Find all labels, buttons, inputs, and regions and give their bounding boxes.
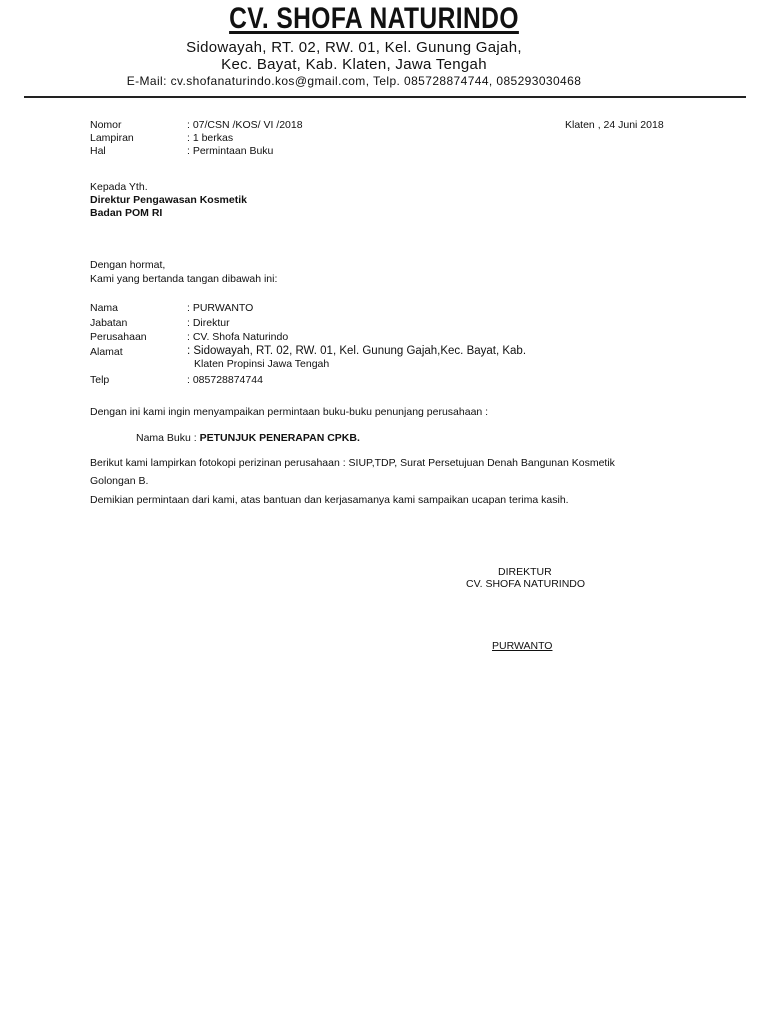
- alamat-value-line2: Klaten Propinsi Jawa Tengah: [194, 358, 330, 370]
- attachment-line2: Golongan B.: [90, 475, 149, 487]
- signature-name: PURWANTO: [492, 640, 553, 652]
- book-line: [136, 432, 360, 444]
- recipient-line1: Kepada Yth.: [90, 181, 148, 193]
- signature-company: CV. SHOFA NATURINDO: [466, 578, 586, 590]
- hal-value: : Permintaan Buku: [187, 145, 274, 157]
- alamat-label: Alamat: [90, 346, 123, 358]
- book-title: PETUNJUK PENERAPAN CPKB.: [199, 432, 360, 444]
- book-prefix: Nama Buku :: [136, 432, 200, 444]
- alamat-value-line1: : Sidowayah, RT. 02, RW. 01, Kel. Gunung Gajah,Kec. Bayat, Kab.: [187, 345, 527, 357]
- signature-title: DIREKTUR: [498, 566, 552, 578]
- jabatan-label: Jabatan: [90, 317, 128, 329]
- perusahaan-label: Perusahaan: [90, 331, 147, 343]
- telp-value: : 085728874744: [187, 374, 263, 386]
- request-text: Dengan ini kami ingin menyampaikan permintaan buku-buku penunjang perusahaan :: [90, 406, 489, 418]
- lampiran-label: Lampiran: [90, 132, 134, 144]
- jabatan-value: : Direktur: [187, 317, 230, 329]
- company-address-line1: Sidowayah, RT. 02, RW. 01, Kel. Gunung Gajah,: [186, 39, 522, 56]
- nama-value: : PURWANTO: [187, 302, 254, 314]
- greeting: Dengan hormat,: [90, 259, 166, 271]
- letterhead-divider: [24, 96, 746, 98]
- hal-label: Hal: [90, 145, 106, 157]
- closing-text: Demikian permintaan dari kami, atas bantuan dan kerjasamanya kami sampaikan ucapan terima kasih.: [90, 494, 569, 506]
- intro: Kami yang bertanda tangan dibawah ini:: [90, 273, 278, 285]
- lampiran-value: : 1 berkas: [187, 132, 234, 144]
- company-address-line2: Kec. Bayat, Kab. Klaten, Jawa Tengah: [221, 56, 487, 73]
- telp-label: Telp: [90, 374, 110, 386]
- recipient-line3: Badan POM RI: [90, 207, 163, 219]
- nomor-label: Nomor: [90, 119, 122, 131]
- company-name: CV. SHOFA NATURINDO: [229, 2, 519, 35]
- company-contact: E-Mail: cv.shofanaturindo.kos@gmail.com, Telp. 085728874744, 085293030468: [126, 74, 582, 88]
- place-date: Klaten , 24 Juni 2018: [565, 119, 664, 131]
- recipient-line2: Direktur Pengawasan Kosmetik: [90, 194, 247, 206]
- nomor-value: : 07/CSN /KOS/ VI /2018: [187, 119, 303, 131]
- attachment-line1: Berikut kami lampirkan fotokopi perizinan perusahaan : SIUP,TDP, Surat Persetujuan Denah Bangunan Kosmetik: [90, 457, 615, 469]
- perusahaan-value: : CV. Shofa Naturindo: [187, 331, 289, 343]
- nama-label: Nama: [90, 302, 119, 314]
